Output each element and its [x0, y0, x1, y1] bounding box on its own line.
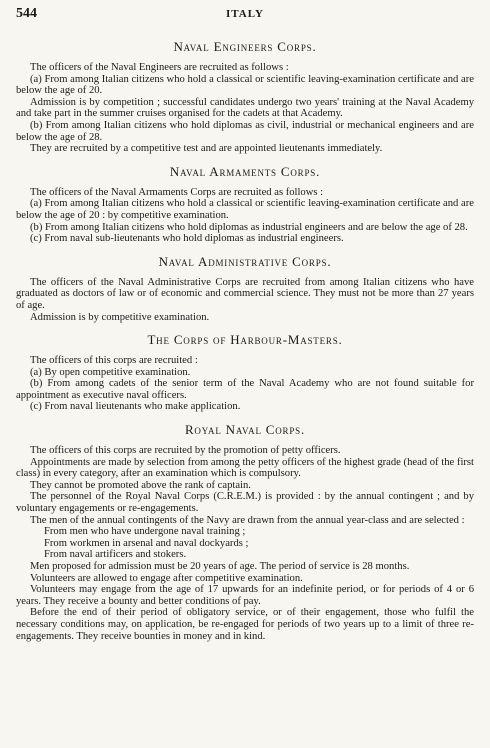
paragraph: Volunteers may engage from the age of 17 upwards for an indefinite period, or for periods of 4 or 6 years. They receive a bounty and better conditions of pay. [16, 584, 474, 607]
paragraph: The men of the annual contingents of the Navy are drawn from the annual year-class and are selected : [30, 514, 465, 526]
section-title: Naval Engineers Corps. [173, 39, 317, 54]
paragraph: (a) By open competitive examination. [30, 366, 191, 378]
page-number: 544 [16, 6, 37, 21]
section-harbour-masters [16, 331, 474, 413]
page-body [16, 38, 474, 650]
section-title: Naval Administrative Corps. [158, 253, 332, 269]
paragraph: The officers of the Naval Engineers are recruited as follows : [30, 62, 289, 73]
paragraph: Appointments are made by selection from among the petty officers of the highest grade (head of the first class) in every category, after an examination which is compulsory. [16, 456, 474, 480]
paragraph: (a) From among Italian citizens who hold a classical or scientific leaving-examination certificate and are below the age of 20 : by competitive examination. [16, 198, 474, 221]
running-title: ITALY [225, 8, 265, 20]
section-naval-armaments [16, 163, 474, 245]
section-naval-engineers [16, 38, 474, 155]
paragraph: The officers of the Naval Armaments Corps are recruited as follows : [30, 186, 324, 198]
section-title: Royal Naval Corps. [184, 422, 306, 438]
section-title: The Corps of Harbour-Masters. [147, 332, 343, 348]
paragraph: (b) From among cadets of the senior term of the Naval Academy who are not found suitable for appointment as executive naval officers. [16, 378, 474, 401]
paragraph: The officers of this corps are recruited by the promotion of petty officers. [30, 445, 341, 457]
paragraph: (c) From naval sub-lieutenants who hold diplomas as industrial engineers. [30, 233, 344, 245]
paragraph: The officers of the Naval Administrative Corps are recruited from among Italian citizens who have graduated as doctors of law or of economic and commercial science. They must not be more than 27 years of age. [16, 276, 474, 311]
paragraph: They are recruited by a competitive test and are appointed lieutenants immediately. [30, 143, 383, 155]
paragraph: The personnel of the Royal Naval Corps (C.R.E.M.) is provided : by the annual contingent ; and by voluntary engagements or re-engagements. [16, 491, 474, 515]
paragraph: (c) From naval lieutenants who make application. [30, 401, 241, 413]
paragraph: (b) From among Italian citizens who hold diplomas as civil, industrial or mechanical engineers and are below the age of 28. [16, 119, 474, 143]
paragraph: Admission is by competitive examination. [30, 311, 210, 323]
paragraph: Volunteers are allowed to engage after competitive examination. [30, 572, 303, 584]
paragraph: They cannot be promoted above the rank of captain. [30, 479, 251, 491]
paragraph: (b) From among Italian citizens who hold diplomas as industrial engineers and are below the age of 28. [30, 221, 468, 233]
paragraph: Men proposed for admission must be 20 years of age. The period of service is 28 months. [30, 561, 410, 572]
section-royal-naval-corps [16, 421, 474, 642]
section-title: Naval Armaments Corps. [169, 163, 321, 179]
section-naval-administrative [16, 253, 474, 323]
paragraph: Before the end of their period of obligatory service, or of their engagement, those who fulfil the necessary conditions may, on application, be re-engaged for periods of two years up to a limit of three re-engagements. They receive bounties in money and in kind. [16, 607, 474, 642]
paragraph: (a) From among Italian citizens who hold a classical or scientific leaving-examination certificate and are below the age of 20. [16, 73, 474, 97]
page-header [16, 6, 474, 26]
list-item: From naval artificers and stokers. [44, 549, 187, 561]
list-item: From workmen in arsenal and naval dockyards ; [44, 537, 249, 549]
paragraph: The officers of this corps are recruited : [30, 355, 198, 367]
list-item: From men who have undergone naval training ; [44, 526, 246, 538]
paragraph: Admission is by competition ; successful candidates undergo two years' training at the Naval Academy and take part in the summer cruises organised for the cadets at that Academy. [16, 96, 474, 120]
